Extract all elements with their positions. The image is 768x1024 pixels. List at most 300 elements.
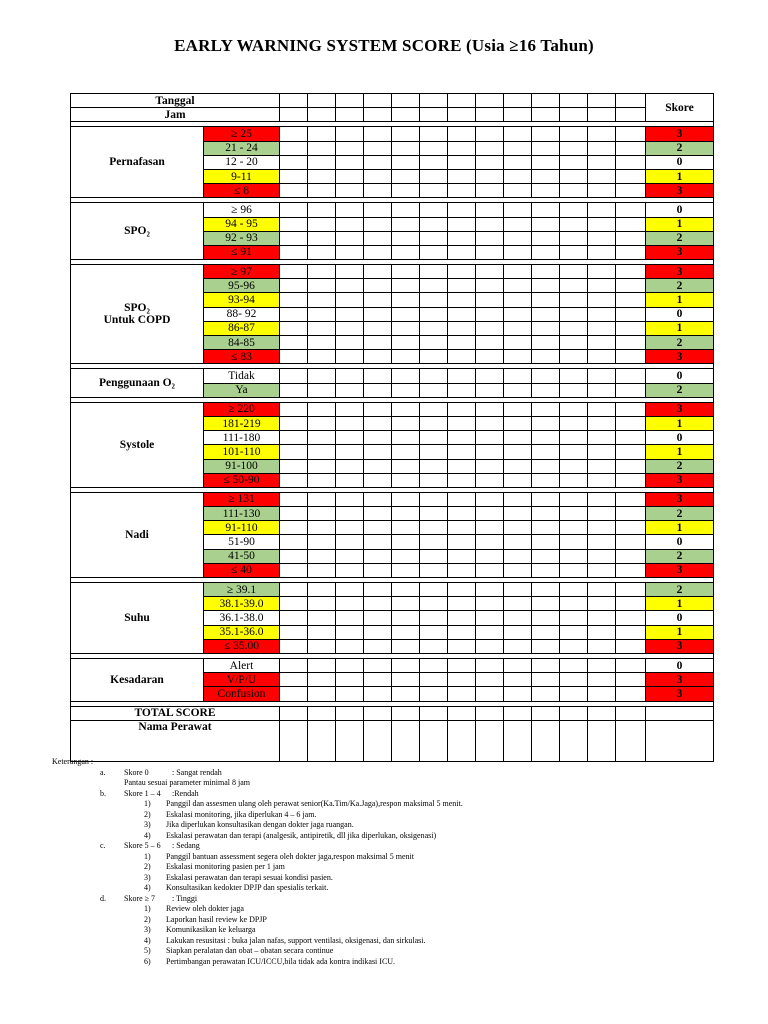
entry-cell[interactable] [336, 535, 364, 549]
entry-cell[interactable] [308, 293, 336, 307]
entry-cell[interactable] [280, 169, 308, 183]
entry-cell[interactable] [336, 416, 364, 430]
entry-cell[interactable] [588, 658, 616, 672]
entry-cell[interactable] [560, 416, 588, 430]
entry-cell[interactable] [364, 265, 392, 279]
entry-cell[interactable] [588, 108, 616, 122]
entry-cell[interactable] [420, 350, 448, 364]
entry-cell[interactable] [504, 625, 532, 639]
entry-cell[interactable] [504, 563, 532, 577]
entry-cell[interactable] [392, 94, 420, 108]
entry-cell[interactable] [420, 279, 448, 293]
entry-cell[interactable] [532, 231, 560, 245]
entry-cell[interactable] [336, 217, 364, 231]
entry-cell[interactable] [392, 293, 420, 307]
entry-cell[interactable] [448, 535, 476, 549]
entry-cell[interactable] [420, 563, 448, 577]
entry-cell[interactable] [532, 597, 560, 611]
entry-cell[interactable] [336, 141, 364, 155]
entry-cell[interactable] [588, 706, 616, 720]
entry-cell[interactable] [616, 383, 646, 397]
entry-cell[interactable] [280, 245, 308, 259]
entry-cell[interactable] [504, 445, 532, 459]
entry-cell[interactable] [308, 625, 336, 639]
entry-cell[interactable] [308, 583, 336, 597]
entry-cell[interactable] [448, 108, 476, 122]
entry-cell[interactable] [336, 279, 364, 293]
entry-cell[interactable] [364, 321, 392, 335]
entry-cell[interactable] [588, 492, 616, 506]
entry-cell[interactable] [308, 336, 336, 350]
entry-cell[interactable] [280, 155, 308, 169]
entry-cell[interactable] [448, 231, 476, 245]
entry-cell[interactable] [532, 658, 560, 672]
entry-cell[interactable] [476, 184, 504, 198]
entry-cell[interactable] [420, 687, 448, 701]
entry-cell[interactable] [616, 350, 646, 364]
entry-cell[interactable] [308, 94, 336, 108]
entry-cell[interactable] [308, 369, 336, 383]
entry-cell[interactable] [336, 307, 364, 321]
entry-cell[interactable] [420, 625, 448, 639]
entry-cell[interactable] [616, 184, 646, 198]
entry-cell[interactable] [364, 492, 392, 506]
entry-cell[interactable] [588, 563, 616, 577]
entry-cell[interactable] [280, 141, 308, 155]
entry-cell[interactable] [308, 231, 336, 245]
entry-cell[interactable] [392, 217, 420, 231]
entry-cell[interactable] [448, 687, 476, 701]
entry-cell[interactable] [420, 141, 448, 155]
entry-cell[interactable] [392, 336, 420, 350]
entry-cell[interactable] [616, 639, 646, 653]
entry-cell[interactable] [616, 597, 646, 611]
entry-cell[interactable] [504, 383, 532, 397]
entry-cell[interactable] [392, 459, 420, 473]
entry-cell[interactable] [532, 127, 560, 141]
entry-cell[interactable] [560, 521, 588, 535]
entry-cell[interactable] [392, 431, 420, 445]
entry-cell[interactable] [280, 549, 308, 563]
entry-cell[interactable] [280, 611, 308, 625]
entry-cell[interactable] [616, 155, 646, 169]
entry-cell[interactable] [336, 549, 364, 563]
entry-cell[interactable] [392, 583, 420, 597]
entry-cell[interactable] [420, 597, 448, 611]
entry-cell[interactable] [616, 217, 646, 231]
entry-cell[interactable] [616, 673, 646, 687]
signature-cell[interactable] [364, 720, 392, 761]
entry-cell[interactable] [420, 492, 448, 506]
entry-cell[interactable] [476, 127, 504, 141]
entry-cell[interactable] [308, 217, 336, 231]
entry-cell[interactable] [364, 203, 392, 217]
entry-cell[interactable] [364, 687, 392, 701]
entry-cell[interactable] [532, 321, 560, 335]
entry-cell[interactable] [532, 416, 560, 430]
entry-cell[interactable] [364, 535, 392, 549]
entry-cell[interactable] [336, 169, 364, 183]
entry-cell[interactable] [560, 459, 588, 473]
entry-cell[interactable] [476, 108, 504, 122]
entry-cell[interactable] [448, 611, 476, 625]
entry-cell[interactable] [532, 155, 560, 169]
signature-cell[interactable] [392, 720, 420, 761]
entry-cell[interactable] [392, 625, 420, 639]
entry-cell[interactable] [420, 293, 448, 307]
entry-cell[interactable] [420, 203, 448, 217]
entry-cell[interactable] [280, 94, 308, 108]
entry-cell[interactable] [560, 658, 588, 672]
entry-cell[interactable] [588, 597, 616, 611]
entry-cell[interactable] [308, 687, 336, 701]
entry-cell[interactable] [560, 473, 588, 487]
entry-cell[interactable] [336, 658, 364, 672]
entry-cell[interactable] [420, 639, 448, 653]
signature-cell[interactable] [588, 720, 616, 761]
entry-cell[interactable] [504, 535, 532, 549]
entry-cell[interactable] [504, 459, 532, 473]
entry-cell[interactable] [392, 184, 420, 198]
entry-cell[interactable] [392, 597, 420, 611]
entry-cell[interactable] [308, 245, 336, 259]
entry-cell[interactable] [448, 383, 476, 397]
entry-cell[interactable] [448, 445, 476, 459]
entry-cell[interactable] [448, 563, 476, 577]
entry-cell[interactable] [448, 155, 476, 169]
entry-cell[interactable] [448, 293, 476, 307]
entry-cell[interactable] [420, 127, 448, 141]
entry-cell[interactable] [448, 673, 476, 687]
entry-cell[interactable] [560, 549, 588, 563]
entry-cell[interactable] [560, 245, 588, 259]
entry-cell[interactable] [364, 445, 392, 459]
entry-cell[interactable] [308, 184, 336, 198]
entry-cell[interactable] [392, 611, 420, 625]
entry-cell[interactable] [504, 597, 532, 611]
entry-cell[interactable] [504, 639, 532, 653]
entry-cell[interactable] [476, 155, 504, 169]
entry-cell[interactable] [560, 369, 588, 383]
entry-cell[interactable] [504, 706, 532, 720]
entry-cell[interactable] [616, 321, 646, 335]
entry-cell[interactable] [616, 459, 646, 473]
entry-cell[interactable] [420, 583, 448, 597]
entry-cell[interactable] [364, 625, 392, 639]
entry-cell[interactable] [336, 597, 364, 611]
entry-cell[interactable] [448, 597, 476, 611]
entry-cell[interactable] [588, 459, 616, 473]
entry-cell[interactable] [532, 492, 560, 506]
entry-cell[interactable] [336, 687, 364, 701]
signature-cell[interactable] [448, 720, 476, 761]
entry-cell[interactable] [448, 369, 476, 383]
entry-cell[interactable] [364, 459, 392, 473]
entry-cell[interactable] [476, 307, 504, 321]
entry-cell[interactable] [560, 217, 588, 231]
entry-cell[interactable] [504, 658, 532, 672]
entry-cell[interactable] [588, 279, 616, 293]
entry-cell[interactable] [392, 673, 420, 687]
entry-cell[interactable] [504, 127, 532, 141]
entry-cell[interactable] [504, 549, 532, 563]
entry-cell[interactable] [476, 169, 504, 183]
entry-cell[interactable] [392, 549, 420, 563]
entry-cell[interactable] [560, 625, 588, 639]
entry-cell[interactable] [616, 549, 646, 563]
entry-cell[interactable] [336, 265, 364, 279]
entry-cell[interactable] [420, 549, 448, 563]
entry-cell[interactable] [392, 473, 420, 487]
signature-cell[interactable] [336, 720, 364, 761]
entry-cell[interactable] [588, 169, 616, 183]
entry-cell[interactable] [420, 658, 448, 672]
entry-cell[interactable] [280, 535, 308, 549]
entry-cell[interactable] [532, 625, 560, 639]
entry-cell[interactable] [280, 473, 308, 487]
signature-cell[interactable] [308, 720, 336, 761]
entry-cell[interactable] [336, 321, 364, 335]
entry-cell[interactable] [280, 521, 308, 535]
entry-cell[interactable] [588, 535, 616, 549]
entry-cell[interactable] [308, 169, 336, 183]
entry-cell[interactable] [504, 473, 532, 487]
signature-cell[interactable] [532, 720, 560, 761]
entry-cell[interactable] [392, 321, 420, 335]
entry-cell[interactable] [588, 611, 616, 625]
entry-cell[interactable] [308, 597, 336, 611]
entry-cell[interactable] [504, 687, 532, 701]
entry-cell[interactable] [336, 293, 364, 307]
entry-cell[interactable] [392, 307, 420, 321]
entry-cell[interactable] [336, 350, 364, 364]
entry-cell[interactable] [392, 658, 420, 672]
entry-cell[interactable] [392, 383, 420, 397]
entry-cell[interactable] [532, 350, 560, 364]
signature-cell[interactable] [280, 720, 308, 761]
entry-cell[interactable] [532, 184, 560, 198]
entry-cell[interactable] [476, 535, 504, 549]
entry-cell[interactable] [336, 127, 364, 141]
entry-cell[interactable] [280, 673, 308, 687]
entry-cell[interactable] [588, 673, 616, 687]
entry-cell[interactable] [308, 155, 336, 169]
entry-cell[interactable] [616, 535, 646, 549]
entry-cell[interactable] [476, 658, 504, 672]
entry-cell[interactable] [280, 492, 308, 506]
entry-cell[interactable] [560, 169, 588, 183]
entry-cell[interactable] [476, 563, 504, 577]
entry-cell[interactable] [392, 279, 420, 293]
entry-cell[interactable] [336, 203, 364, 217]
entry-cell[interactable] [504, 141, 532, 155]
entry-cell[interactable] [336, 563, 364, 577]
entry-cell[interactable] [336, 583, 364, 597]
entry-cell[interactable] [532, 549, 560, 563]
entry-cell[interactable] [308, 350, 336, 364]
entry-cell[interactable] [448, 492, 476, 506]
entry-cell[interactable] [308, 549, 336, 563]
entry-cell[interactable] [616, 563, 646, 577]
entry-cell[interactable] [616, 706, 646, 720]
entry-cell[interactable] [532, 217, 560, 231]
entry-cell[interactable] [616, 141, 646, 155]
entry-cell[interactable] [448, 141, 476, 155]
entry-cell[interactable] [532, 639, 560, 653]
entry-cell[interactable] [588, 583, 616, 597]
entry-cell[interactable] [448, 279, 476, 293]
entry-cell[interactable] [532, 507, 560, 521]
entry-cell[interactable] [560, 321, 588, 335]
entry-cell[interactable] [560, 350, 588, 364]
entry-cell[interactable] [588, 687, 616, 701]
entry-cell[interactable] [364, 245, 392, 259]
entry-cell[interactable] [476, 321, 504, 335]
entry-cell[interactable] [616, 336, 646, 350]
entry-cell[interactable] [308, 203, 336, 217]
entry-cell[interactable] [588, 350, 616, 364]
entry-cell[interactable] [588, 639, 616, 653]
entry-cell[interactable] [336, 94, 364, 108]
entry-cell[interactable] [532, 383, 560, 397]
signature-cell[interactable] [420, 720, 448, 761]
entry-cell[interactable] [448, 583, 476, 597]
entry-cell[interactable] [504, 169, 532, 183]
entry-cell[interactable] [504, 279, 532, 293]
entry-cell[interactable] [532, 445, 560, 459]
entry-cell[interactable] [588, 265, 616, 279]
entry-cell[interactable] [448, 431, 476, 445]
entry-cell[interactable] [588, 293, 616, 307]
entry-cell[interactable] [420, 265, 448, 279]
entry-cell[interactable] [532, 563, 560, 577]
entry-cell[interactable] [616, 94, 646, 108]
entry-cell[interactable] [392, 687, 420, 701]
entry-cell[interactable] [476, 445, 504, 459]
entry-cell[interactable] [560, 141, 588, 155]
entry-cell[interactable] [476, 245, 504, 259]
entry-cell[interactable] [588, 521, 616, 535]
entry-cell[interactable] [448, 658, 476, 672]
entry-cell[interactable] [504, 521, 532, 535]
entry-cell[interactable] [392, 507, 420, 521]
entry-cell[interactable] [280, 583, 308, 597]
entry-cell[interactable] [420, 402, 448, 416]
entry-cell[interactable] [336, 706, 364, 720]
entry-cell[interactable] [364, 549, 392, 563]
entry-cell[interactable] [588, 549, 616, 563]
entry-cell[interactable] [308, 307, 336, 321]
entry-cell[interactable] [616, 108, 646, 122]
entry-cell[interactable] [616, 473, 646, 487]
entry-cell[interactable] [560, 597, 588, 611]
entry-cell[interactable] [560, 265, 588, 279]
entry-cell[interactable] [532, 307, 560, 321]
entry-cell[interactable] [364, 369, 392, 383]
entry-cell[interactable] [532, 583, 560, 597]
entry-cell[interactable] [364, 416, 392, 430]
entry-cell[interactable] [392, 155, 420, 169]
entry-cell[interactable] [532, 521, 560, 535]
entry-cell[interactable] [560, 431, 588, 445]
entry-cell[interactable] [364, 141, 392, 155]
entry-cell[interactable] [420, 383, 448, 397]
entry-cell[interactable] [420, 673, 448, 687]
entry-cell[interactable] [448, 473, 476, 487]
entry-cell[interactable] [588, 431, 616, 445]
entry-cell[interactable] [588, 141, 616, 155]
entry-cell[interactable] [364, 639, 392, 653]
entry-cell[interactable] [588, 625, 616, 639]
entry-cell[interactable] [560, 184, 588, 198]
entry-cell[interactable] [616, 203, 646, 217]
entry-cell[interactable] [532, 141, 560, 155]
entry-cell[interactable] [364, 336, 392, 350]
signature-cell[interactable] [616, 720, 646, 761]
entry-cell[interactable] [280, 127, 308, 141]
entry-cell[interactable] [532, 402, 560, 416]
entry-cell[interactable] [476, 416, 504, 430]
entry-cell[interactable] [504, 416, 532, 430]
entry-cell[interactable] [336, 611, 364, 625]
entry-cell[interactable] [448, 549, 476, 563]
entry-cell[interactable] [420, 245, 448, 259]
entry-cell[interactable] [364, 94, 392, 108]
entry-cell[interactable] [280, 383, 308, 397]
entry-cell[interactable] [280, 639, 308, 653]
entry-cell[interactable] [364, 184, 392, 198]
entry-cell[interactable] [392, 141, 420, 155]
entry-cell[interactable] [616, 625, 646, 639]
entry-cell[interactable] [448, 625, 476, 639]
entry-cell[interactable] [504, 321, 532, 335]
entry-cell[interactable] [336, 507, 364, 521]
entry-cell[interactable] [364, 383, 392, 397]
entry-cell[interactable] [308, 563, 336, 577]
entry-cell[interactable] [280, 597, 308, 611]
entry-cell[interactable] [588, 321, 616, 335]
entry-cell[interactable] [560, 687, 588, 701]
entry-cell[interactable] [560, 203, 588, 217]
entry-cell[interactable] [560, 535, 588, 549]
entry-cell[interactable] [476, 459, 504, 473]
entry-cell[interactable] [280, 231, 308, 245]
entry-cell[interactable] [392, 169, 420, 183]
entry-cell[interactable] [448, 127, 476, 141]
entry-cell[interactable] [336, 445, 364, 459]
entry-cell[interactable] [616, 231, 646, 245]
entry-cell[interactable] [504, 507, 532, 521]
entry-cell[interactable] [560, 307, 588, 321]
entry-cell[interactable] [448, 265, 476, 279]
entry-cell[interactable] [308, 706, 336, 720]
entry-cell[interactable] [420, 416, 448, 430]
entry-cell[interactable] [616, 507, 646, 521]
entry-cell[interactable] [280, 203, 308, 217]
entry-cell[interactable] [392, 265, 420, 279]
entry-cell[interactable] [448, 416, 476, 430]
entry-cell[interactable] [588, 155, 616, 169]
entry-cell[interactable] [476, 583, 504, 597]
entry-cell[interactable] [532, 611, 560, 625]
entry-cell[interactable] [588, 507, 616, 521]
entry-cell[interactable] [448, 169, 476, 183]
entry-cell[interactable] [560, 108, 588, 122]
entry-cell[interactable] [532, 459, 560, 473]
entry-cell[interactable] [476, 507, 504, 521]
entry-cell[interactable] [476, 293, 504, 307]
entry-cell[interactable] [280, 706, 308, 720]
